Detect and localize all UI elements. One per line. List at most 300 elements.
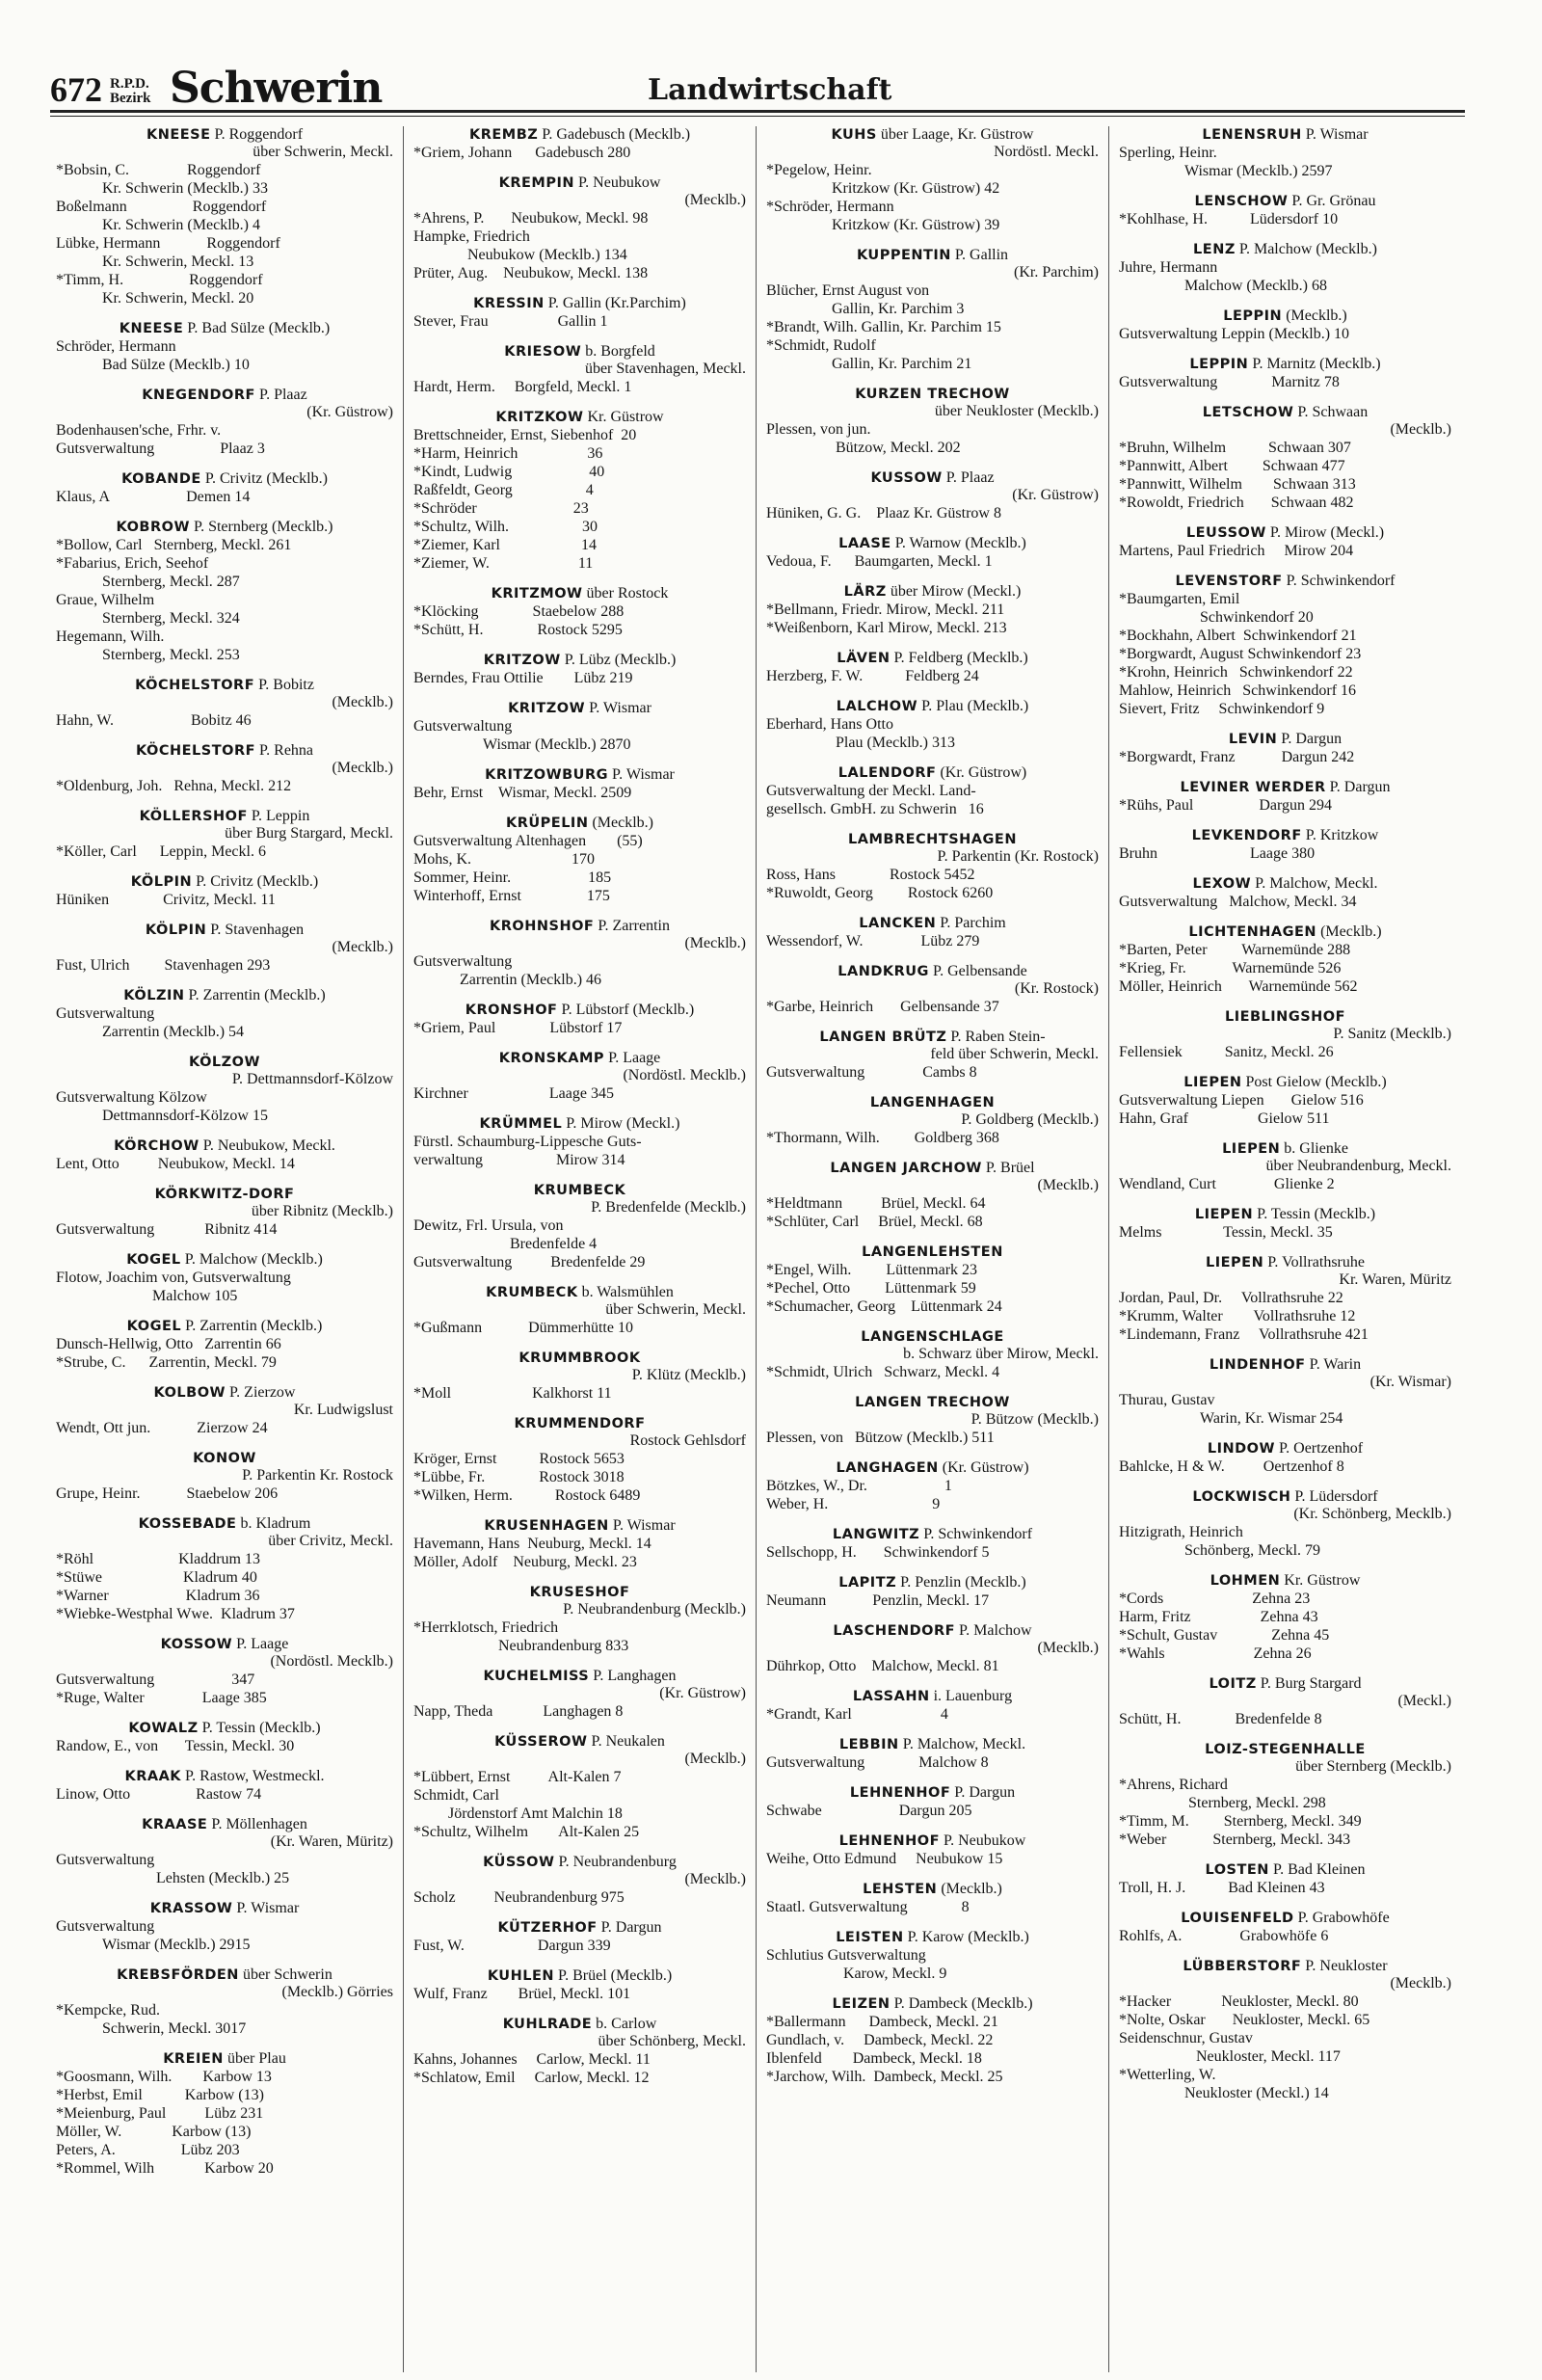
place-entry bbox=[56, 1515, 393, 1623]
listing-line: Randow, E., von Tessin, Meckl. 30 bbox=[56, 1738, 295, 1754]
place-postal: P. Brüel (Mecklb.) bbox=[553, 1967, 673, 1984]
place-entry bbox=[766, 126, 1099, 234]
listing-line: Gutsverwaltung bbox=[56, 1918, 155, 1935]
place-subline: über Neukloster (Mecklb.) bbox=[934, 403, 1099, 419]
listing-line: Juhre, Hermann bbox=[1119, 259, 1218, 276]
place-entry bbox=[1119, 1488, 1451, 1560]
listing-line: *Bellmann, Friedr. Mirow, Meckl. 211 bbox=[766, 602, 1005, 618]
place-heading bbox=[1119, 731, 1451, 748]
listing-line: Gallin, Kr. Parchim 21 bbox=[766, 356, 972, 372]
place-entry bbox=[413, 1415, 746, 1505]
listing-line: *Klöcking Staebelow 288 bbox=[413, 603, 625, 620]
place-postal: P. Oertzenhof bbox=[1275, 1440, 1364, 1457]
listing-line: *Schlatow, Emil Carlow, Meckl. 12 bbox=[413, 2070, 650, 2086]
place-name: KRAAK bbox=[124, 1769, 182, 1784]
place-entry bbox=[766, 1736, 1099, 1772]
place-heading bbox=[766, 583, 1099, 601]
place-name: KROHNSHOF bbox=[490, 919, 595, 934]
place-subline: (Mecklb.) bbox=[332, 939, 393, 955]
place-heading bbox=[766, 963, 1099, 980]
place-entry bbox=[766, 1160, 1099, 1231]
listing-line: *Pannwitt, Wilhelm Schwaan 313 bbox=[1119, 476, 1356, 493]
place-entry bbox=[766, 1459, 1099, 1513]
place-entry bbox=[1119, 573, 1451, 718]
place-name: LINDENHOF bbox=[1209, 1357, 1306, 1373]
place-name: LOIZ-STEGENHALLE bbox=[1205, 1742, 1366, 1757]
place-heading bbox=[766, 535, 1099, 552]
place-postal: P. Neubukow, Meckl. bbox=[199, 1137, 335, 1154]
place-name: KRITZKOW bbox=[495, 410, 584, 425]
place-postal: Post Gielow (Mecklb.) bbox=[1241, 1074, 1387, 1090]
place-postal: P. Gr. Grönau bbox=[1288, 193, 1376, 209]
place-entry bbox=[56, 126, 393, 308]
place-postal: P. Crivitz (Mecklb.) bbox=[192, 873, 319, 890]
listing-line: *Lindemann, Franz Vollrathsruhe 421 bbox=[1119, 1326, 1369, 1343]
listing-line: Kröger, Ernst Rostock 5653 bbox=[413, 1451, 625, 1467]
place-subline: P. Parkentin (Kr. Rostock) bbox=[937, 848, 1099, 865]
listing-line: *Cords Zehna 23 bbox=[1119, 1591, 1311, 1607]
place-subline: P. Bützow (Mecklb.) bbox=[970, 1411, 1099, 1428]
header-rule bbox=[50, 116, 1465, 117]
listing-line: Kr. Schwerin, Meckl. 20 bbox=[56, 290, 254, 307]
place-heading bbox=[1119, 1254, 1451, 1271]
place-heading bbox=[766, 247, 1099, 264]
place-name: KRITZOW bbox=[508, 701, 586, 716]
place-subline: P. Klütz (Mecklb.) bbox=[631, 1367, 746, 1383]
page-header bbox=[50, 56, 1465, 113]
place-heading bbox=[413, 295, 746, 312]
listing-line: Dunsch-Hellwig, Otto Zarrentin 66 bbox=[56, 1336, 281, 1352]
place-entry bbox=[1119, 193, 1451, 228]
listing-line: Raßfeldt, Georg 4 bbox=[413, 482, 594, 498]
listing-line: *Ahrens, P. Neubukow, Meckl. 98 bbox=[413, 210, 649, 227]
listing-line: Gutsverwaltung Cambs 8 bbox=[766, 1064, 977, 1081]
place-entry bbox=[56, 387, 393, 458]
listing-line: Bodenhausen'sche, Frhr. v. bbox=[56, 422, 222, 439]
listing-line: Martens, Paul Friedrich Mirow 204 bbox=[1119, 543, 1354, 559]
place-name: LOSTEN bbox=[1205, 1862, 1269, 1878]
listing-line: Weber, H. 9 bbox=[766, 1496, 941, 1512]
place-entry bbox=[766, 1688, 1099, 1724]
listing-line: Plessen, von Bützow (Mecklb.) 511 bbox=[766, 1430, 995, 1446]
place-name: KURZEN TRECHOW bbox=[855, 387, 1010, 402]
listing-line: *Kempcke, Rud. bbox=[56, 2002, 160, 2019]
listing-line: *Oldenburg, Joh. Rehna, Meckl. 212 bbox=[56, 778, 292, 794]
listing-line: Vedoua, F. Baumgarten, Meckl. 1 bbox=[766, 553, 993, 570]
place-postal: (Mecklb.) bbox=[1316, 923, 1382, 940]
place-entry bbox=[1119, 1140, 1451, 1193]
place-entry bbox=[766, 1622, 1099, 1675]
place-entry bbox=[1119, 923, 1451, 996]
place-name: LIEPEN bbox=[1222, 1141, 1281, 1157]
place-heading bbox=[1119, 1861, 1451, 1879]
place-name: KÜSSOW bbox=[483, 1855, 555, 1870]
place-entry bbox=[56, 1816, 393, 1887]
place-name: LAMBRECHTSHAGEN bbox=[848, 832, 1017, 847]
listing-line: Hampke, Friedrich bbox=[413, 228, 530, 245]
place-postal: P. Langhagen bbox=[589, 1668, 677, 1684]
listing-line: Gutsverwaltung 347 bbox=[56, 1671, 255, 1688]
place-name: KUHLRADE bbox=[502, 2017, 593, 2032]
listing-line: *Warner Kladrum 36 bbox=[56, 1588, 260, 1604]
listing-line: *Meienburg, Paul Lübz 231 bbox=[56, 2105, 264, 2122]
place-heading bbox=[1119, 1356, 1451, 1374]
place-name: LEVIN bbox=[1228, 732, 1278, 747]
listing-line: *Wahls Zehna 26 bbox=[1119, 1645, 1312, 1662]
listing-line: Gundlach, v. Dambeck, Meckl. 22 bbox=[766, 2032, 994, 2048]
place-subline: über Stavenhagen, Meckl. bbox=[584, 361, 746, 377]
place-postal: P. Dargun bbox=[1277, 731, 1343, 747]
place-subline: P. Goldberg (Mecklb.) bbox=[961, 1111, 1099, 1128]
place-postal: i. Lauenburg bbox=[929, 1688, 1013, 1704]
place-name: KOGEL bbox=[126, 1319, 182, 1334]
place-name: KOBROW bbox=[116, 520, 190, 535]
place-heading bbox=[1119, 779, 1451, 796]
place-entry bbox=[766, 698, 1099, 752]
listing-line: Sommer, Heinr. 185 bbox=[413, 869, 612, 886]
place-name: LANGENSCHLAGE bbox=[861, 1329, 1004, 1345]
listing-line: *Brandt, Wilh. Gallin, Kr. Parchim 15 bbox=[766, 319, 1001, 335]
listing-line: Kr. Schwerin (Mecklb.) 4 bbox=[56, 217, 260, 233]
place-heading bbox=[1119, 1741, 1451, 1758]
place-postal: (Kr. Güstrow) bbox=[936, 764, 1027, 781]
place-subline: (Meckl.) bbox=[1397, 1693, 1451, 1709]
listing-line: Neubrandenburg 833 bbox=[413, 1638, 629, 1654]
place-subline: (Mecklb.) bbox=[1390, 1975, 1451, 1992]
place-name: LIEPEN bbox=[1194, 1207, 1254, 1222]
place-postal: b. Glienke bbox=[1280, 1140, 1348, 1157]
place-heading bbox=[766, 1328, 1099, 1346]
place-heading bbox=[766, 1832, 1099, 1850]
place-entry bbox=[1119, 1861, 1451, 1897]
place-name: LEIZEN bbox=[832, 1996, 891, 2012]
place-name: KOGEL bbox=[126, 1252, 181, 1268]
place-postal: P. Wismar bbox=[608, 1517, 676, 1534]
place-heading bbox=[56, 987, 393, 1004]
place-name: KÖLPIN bbox=[145, 923, 207, 938]
place-postal: P. Lübstorf (Mecklb.) bbox=[557, 1002, 695, 1018]
place-entry bbox=[1119, 524, 1451, 560]
place-entry bbox=[1119, 875, 1451, 911]
listing-line: Scholz Neubrandenburg 975 bbox=[413, 1889, 625, 1906]
place-name: KOWALZ bbox=[128, 1721, 199, 1736]
listing-line: *Moll Kalkhorst 11 bbox=[413, 1385, 612, 1402]
place-name: LOHMEN bbox=[1210, 1573, 1281, 1589]
place-postal: P. Zarrentin bbox=[594, 918, 670, 934]
listing-line: *Kindt, Ludwig 40 bbox=[413, 464, 605, 480]
place-name: LIEPEN bbox=[1183, 1075, 1242, 1090]
place-name: KÖLLERSHOF bbox=[139, 809, 248, 824]
place-entry bbox=[766, 650, 1099, 685]
listing-line: Karow, Meckl. 9 bbox=[766, 1966, 947, 1982]
place-heading bbox=[413, 652, 746, 669]
listing-line: Linow, Otto Rastow 74 bbox=[56, 1786, 262, 1803]
listing-line: *Schultz, Wilhelm Alt-Kalen 25 bbox=[413, 1824, 640, 1840]
place-subline: (Kr. Wismar) bbox=[1369, 1374, 1451, 1390]
listing-line: Gutsverwaltung Ribnitz 414 bbox=[56, 1221, 278, 1238]
place-postal: P. Neukloster bbox=[1301, 1958, 1388, 1974]
listing-line: *Rommel, Wilh Karbow 20 bbox=[56, 2160, 274, 2177]
place-heading bbox=[766, 1243, 1099, 1261]
listing-line: Napp, Theda Langhagen 8 bbox=[413, 1703, 624, 1720]
place-heading bbox=[56, 1318, 393, 1335]
place-entry bbox=[413, 343, 746, 396]
place-postal: P. Gadebusch (Mecklb.) bbox=[538, 126, 691, 143]
listing-line: *Schröder 23 bbox=[413, 500, 589, 517]
listing-line: *Fabarius, Erich, Seehof bbox=[56, 555, 209, 572]
place-postal: P. Rastow, Westmeckl. bbox=[181, 1768, 325, 1784]
place-heading bbox=[1119, 1910, 1451, 1927]
place-subline: über Ribnitz (Mecklb.) bbox=[251, 1203, 393, 1219]
place-heading bbox=[56, 1251, 393, 1269]
place-subline: (Mecklb.) bbox=[684, 192, 746, 208]
listing-line: Lent, Otto Neubukow, Meckl. 14 bbox=[56, 1156, 295, 1172]
place-heading bbox=[1119, 308, 1451, 325]
place-subline: (Mecklb.) bbox=[1390, 421, 1451, 438]
listing-line: Neukloster (Meckl.) 14 bbox=[1119, 2085, 1329, 2101]
place-subline: über Crivitz, Meckl. bbox=[268, 1533, 393, 1549]
place-postal: (Kr. Güstrow) bbox=[938, 1459, 1029, 1476]
place-name: KRÜMMEL bbox=[479, 1116, 563, 1132]
listing-line: Dewitz, Frl. Ursula, von bbox=[413, 1217, 564, 1234]
place-entry bbox=[766, 1784, 1099, 1820]
place-name: LANGWITZ bbox=[832, 1527, 920, 1542]
place-entry bbox=[56, 1768, 393, 1804]
listing-line: *Schütt, H. Rostock 5295 bbox=[413, 622, 623, 638]
listing-line: *Pegelow, Heinr. bbox=[766, 162, 872, 178]
place-postal: P. Dambeck (Mecklb.) bbox=[890, 1995, 1033, 2012]
place-postal: P. Zarrentin (Mecklb.) bbox=[181, 1318, 323, 1334]
place-postal: P. Parchim bbox=[936, 915, 1006, 931]
place-entry bbox=[1119, 1440, 1451, 1476]
place-heading bbox=[56, 1054, 393, 1071]
place-name: LEBBIN bbox=[838, 1737, 899, 1752]
bezirk-label: Bezirk bbox=[110, 91, 151, 106]
place-postal: P. Crivitz (Mecklb.) bbox=[200, 470, 328, 487]
place-name: LICHTENHAGEN bbox=[1188, 924, 1317, 940]
listing-line: *Weißenborn, Karl Mirow, Meckl. 213 bbox=[766, 620, 1007, 636]
place-entry bbox=[56, 987, 393, 1041]
place-subline: über Neubrandenburg, Meckl. bbox=[1265, 1158, 1451, 1174]
place-subline: über Sternberg (Mecklb.) bbox=[1295, 1758, 1451, 1775]
place-entry bbox=[413, 652, 746, 687]
place-name: KÖCHELSTORF bbox=[135, 743, 256, 759]
place-postal: P. Wismar bbox=[585, 700, 651, 716]
place-postal: P. Laage bbox=[232, 1636, 289, 1652]
listing-line: *Heldtmann Brüel, Meckl. 64 bbox=[766, 1195, 986, 1212]
listing-line: *Krieg, Fr. Warnemünde 526 bbox=[1119, 960, 1342, 976]
listing-line: *Timm, H. Roggendorf bbox=[56, 272, 263, 288]
place-name: LEVENSTORF bbox=[1175, 574, 1283, 589]
place-entry bbox=[413, 1115, 746, 1169]
place-entry bbox=[766, 915, 1099, 950]
place-entry bbox=[1119, 827, 1451, 863]
place-postal: P. Malchow (Mecklb.) bbox=[1235, 241, 1377, 257]
place-subline: (Mecklb.) bbox=[684, 1871, 746, 1887]
column-3 bbox=[756, 126, 1108, 2372]
place-name: KRITZOWBURG bbox=[485, 767, 609, 783]
place-heading bbox=[766, 1029, 1099, 1046]
listing-line: Stever, Frau Gallin 1 bbox=[413, 313, 608, 330]
place-name: KRUSENHAGEN bbox=[484, 1518, 609, 1534]
place-heading bbox=[413, 1415, 746, 1432]
place-entry bbox=[1119, 1910, 1451, 1945]
place-entry bbox=[766, 764, 1099, 818]
place-postal: P. Lüdersdorf bbox=[1290, 1488, 1378, 1505]
listing-line: *Weber Sternberg, Meckl. 343 bbox=[1119, 1832, 1351, 1848]
listing-line: Melms Tessin, Meckl. 35 bbox=[1119, 1224, 1333, 1241]
place-entry bbox=[766, 1929, 1099, 1983]
place-name: LANDKRUG bbox=[837, 964, 929, 979]
place-name: KUSSOW bbox=[870, 470, 943, 486]
place-heading bbox=[766, 1881, 1099, 1898]
place-name: LEHSTEN bbox=[863, 1882, 938, 1897]
listing-line: Lehsten (Mecklb.) 25 bbox=[56, 1870, 290, 1886]
listing-line: Hüniken, G. G. Plaaz Kr. Güstrow 8 bbox=[766, 505, 1001, 521]
place-heading bbox=[1119, 827, 1451, 844]
listing-line: Wendt, Ott jun. Zierzow 24 bbox=[56, 1420, 268, 1436]
listing-line: Fust, Ulrich Stavenhagen 293 bbox=[56, 957, 271, 974]
place-postal: P. Raben Stein- bbox=[946, 1029, 1046, 1045]
place-heading bbox=[1119, 1206, 1451, 1223]
listing-line: Bahlcke, H & W. Oertzenhof 8 bbox=[1119, 1458, 1344, 1475]
place-postal: P. Malchow, Meckl. bbox=[1251, 875, 1378, 892]
listing-line: Wismar (Mecklb.) 2870 bbox=[413, 736, 631, 753]
place-subline: P. Dettmannsdorf-Kölzow bbox=[231, 1071, 393, 1087]
listing-line: Gutsverwaltung Malchow, Meckl. 34 bbox=[1119, 894, 1357, 910]
listing-line: *Hacker Neukloster, Meckl. 80 bbox=[1119, 1993, 1359, 2010]
place-name: LÜBBERSTORF bbox=[1183, 1959, 1302, 1974]
listing-line: Sellschopp, H. Schwinkendorf 5 bbox=[766, 1544, 990, 1561]
place-name: LOUISENFELD bbox=[1181, 1911, 1294, 1926]
listing-line: Gallin, Kr. Parchim 3 bbox=[766, 301, 965, 317]
place-entry bbox=[56, 1966, 393, 2038]
listing-line: Berndes, Frau Ottilie Lübz 219 bbox=[413, 670, 633, 686]
place-heading bbox=[1119, 193, 1451, 210]
place-name: LEXOW bbox=[1192, 876, 1252, 892]
place-entry bbox=[413, 1584, 746, 1655]
listing-line: Hitzigrath, Heinrich bbox=[1119, 1524, 1243, 1540]
place-postal: P. Schwinkendorf bbox=[919, 1526, 1033, 1542]
place-name: LANGENHAGEN bbox=[869, 1095, 996, 1110]
listing-line: *Griem, Paul Lübstorf 17 bbox=[413, 1020, 623, 1036]
place-name: LÄRZ bbox=[843, 584, 887, 600]
listing-line: *Lübbert, Ernst Alt-Kalen 7 bbox=[413, 1769, 622, 1785]
place-entry bbox=[56, 677, 393, 730]
listing-line: Wessendorf, W. Lübz 279 bbox=[766, 933, 980, 949]
listing-line: Gutsverwaltung bbox=[413, 718, 513, 735]
place-heading bbox=[766, 1736, 1099, 1753]
place-heading bbox=[413, 1919, 746, 1937]
place-entry bbox=[413, 1668, 746, 1721]
listing-line: Schwabe Dargun 205 bbox=[766, 1803, 972, 1819]
place-entry bbox=[766, 1574, 1099, 1610]
place-name: KRUMBECK bbox=[486, 1285, 578, 1300]
place-name: KOSSEBADE bbox=[138, 1516, 237, 1532]
columns bbox=[50, 126, 1465, 2372]
place-entry bbox=[1119, 126, 1451, 180]
listing-line: *Goosmann, Wilh. Karbow 13 bbox=[56, 2069, 272, 2085]
listing-line: *Bockhahn, Albert Schwinkendorf 21 bbox=[1119, 628, 1357, 644]
place-heading bbox=[56, 1720, 393, 1737]
listing-line: Zarrentin (Mecklb.) 54 bbox=[56, 1024, 245, 1040]
place-entry bbox=[56, 1636, 393, 1707]
place-entry bbox=[766, 963, 1099, 1016]
listing-line: Kahns, Johannes Carlow, Meckl. 11 bbox=[413, 2051, 651, 2068]
listing-line: Malchow (Mecklb.) 68 bbox=[1119, 278, 1327, 294]
place-heading bbox=[1119, 404, 1451, 421]
listing-line: Bruhn Laage 380 bbox=[1119, 845, 1316, 862]
place-name: KRONSHOF bbox=[465, 1003, 558, 1018]
place-subline: (Mecklb.) bbox=[332, 694, 393, 710]
place-entry bbox=[413, 1517, 746, 1571]
place-name: LINDOW bbox=[1207, 1441, 1276, 1457]
listing-line: *Bruhn, Wilhelm Schwaan 307 bbox=[1119, 440, 1351, 456]
place-heading bbox=[1119, 1074, 1451, 1091]
place-heading bbox=[56, 1900, 393, 1917]
place-heading bbox=[1119, 1008, 1451, 1026]
place-name: KÖCHELSTORF bbox=[135, 678, 255, 693]
place-entry bbox=[766, 1094, 1099, 1147]
listing-line: Jordan, Paul, Dr. Vollrathsruhe 22 bbox=[1119, 1290, 1343, 1306]
listing-line: Ross, Hans Rostock 5452 bbox=[766, 867, 975, 883]
place-heading bbox=[56, 1768, 393, 1785]
place-name: KRONSKAMP bbox=[498, 1051, 605, 1066]
place-entry bbox=[413, 700, 746, 754]
place-postal: P. Feldberg (Mecklb.) bbox=[890, 650, 1028, 666]
listing-line: Mohs, K. 170 bbox=[413, 851, 596, 868]
place-heading bbox=[1119, 126, 1451, 144]
place-postal: P. Wismar bbox=[232, 1900, 300, 1916]
listing-line: Sternberg, Meckl. 324 bbox=[56, 610, 240, 627]
place-entry bbox=[56, 742, 393, 795]
place-name: KNEESE bbox=[119, 321, 184, 336]
rpd-label: R.P.D. bbox=[110, 76, 149, 92]
listing-line: Schmidt, Carl bbox=[413, 1787, 499, 1804]
place-entry bbox=[766, 469, 1099, 522]
listing-line: Wismar (Mecklb.) 2915 bbox=[56, 1937, 251, 1953]
place-entry bbox=[766, 535, 1099, 571]
listing-line: Schönberg, Meckl. 79 bbox=[1119, 1542, 1321, 1559]
place-name: LENZ bbox=[1193, 242, 1236, 257]
place-postal: über Mirow (Meckl.) bbox=[886, 583, 1022, 600]
place-subline: (Mecklb.) bbox=[1037, 1177, 1099, 1193]
place-heading bbox=[413, 1517, 746, 1535]
place-postal: P. Bad Kleinen bbox=[1268, 1861, 1366, 1878]
listing-line: Sievert, Fritz Schwinkendorf 9 bbox=[1119, 701, 1325, 717]
place-postal: P. Neubrandenburg bbox=[554, 1854, 677, 1870]
place-entry bbox=[766, 1394, 1099, 1447]
listing-line: *Bollow, Carl Sternberg, Meckl. 261 bbox=[56, 537, 292, 553]
place-heading bbox=[56, 470, 393, 488]
listing-line: Zarrentin (Mecklb.) 46 bbox=[413, 972, 602, 988]
listing-line: *Ziemer, W. 11 bbox=[413, 555, 594, 572]
rpd-bezirk-label bbox=[110, 77, 170, 110]
place-name: KRUMMENDORF bbox=[514, 1416, 646, 1431]
place-heading bbox=[1119, 1488, 1451, 1506]
place-heading bbox=[766, 1622, 1099, 1640]
listing-line: Herzberg, F. W. Feldberg 24 bbox=[766, 668, 979, 684]
place-name: KOSSOW bbox=[160, 1637, 233, 1652]
listing-line: *Krumm, Walter Vollrathsruhe 12 bbox=[1119, 1308, 1356, 1324]
listing-line: Kr. Schwerin (Mecklb.) 33 bbox=[56, 180, 268, 197]
place-entry bbox=[413, 1182, 746, 1271]
place-postal: P. Bad Sülze (Mecklb.) bbox=[183, 320, 331, 336]
section-title: Landwirtschaft bbox=[648, 73, 892, 107]
place-name: LOCKWISCH bbox=[1192, 1489, 1291, 1505]
listing-line: Schwerin, Meckl. 3017 bbox=[56, 2020, 247, 2037]
place-entry bbox=[1119, 1254, 1451, 1344]
